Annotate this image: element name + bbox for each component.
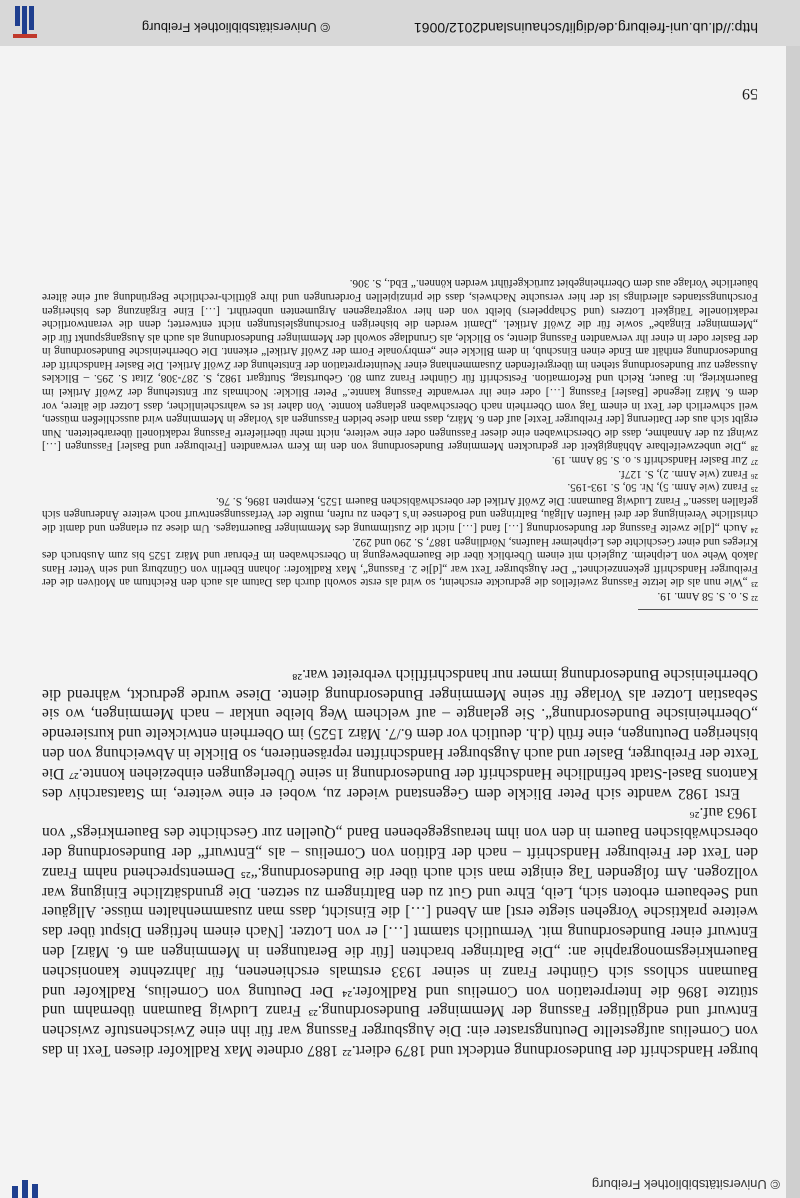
footnote: ²² S. o. S. 58 Anm. 19. [657,590,758,602]
footnote-rule [638,609,758,610]
footnote: ²⁷ Zur Basler Handschrift s. o. S. 58 Anm. 19. [551,454,758,467]
footnote: ²⁴ Auch „[d]ie zweite Fassung der Bundesordnung […] fand […] nicht die Zustimmung des Memminger Bauerntages. Um diese zu erlangen und damit die christliche Vereinigung der drei Haufen Allgäu, Baltringen und Bodensee in’s Leben zu rufen, mußte der Verfassungsentwurf noch weitere Änderungen sich gefallen lassen.“ Franz Ludwig Baumann: Die Zwölf Artikel der oberschwäbischen Bauern 1525, Kempten 1896, S. 76. [42,494,758,535]
paragraph: Erst 1982 wandte sich Peter Blickle dem Gegenstand wieder zu, wobei er eine weitere, im Staatsarchiv des Kantons Basel-Stadt befindliche Handschrift der Bundesordnung in seine Überlegungen einbeziehen konnte.²⁷ Die Texte der Freiburger, Basler und auch Augsburger Handschriften repräsentieren, so Blickle in Abweichung von den bisherigen Deutungen, eine früh (d.h. deutlich vor dem 6./7. März 1525) im Oberrhein entwickelte und kursierende „Oberrheinische Bundesordnung“. Sie gelangte – auf welchem Weg bleibe unklar – nach Memmingen, wo sie Sebastian Lotzer als Vorlage für seine Memminger Bundesordnung diente. Diese wurde gedruckt, während die Oberrheinische Bundesordnung immer nur handschriftlich verbreitet war.²⁸ [42,665,758,802]
library-logo-top [10,0,40,48]
footnote: ²⁶ Franz (wie Anm. 2), S. 127f. [618,467,758,480]
library-logo-bottom [8,1176,42,1198]
copyright-notice-top: © Universitätsbibliothek Freiburg [141,20,330,35]
source-url[interactable]: http://dl.ub.uni-freiburg.de/diglit/schauinsland2012/0061 [413,20,758,36]
copyright-notice-bottom: © Universitätsbibliothek Freiburg [591,1177,780,1192]
page-number: 59 [742,85,758,102]
footnote: ²⁸ „Die unbezweifelbare Abhängigkeit der gedruckten Memminger Bundesordnung von den im Kern verwandten [Freiburger und Basler] Fassungen […] zwingt zu der Annahme, dass die Oberschwaben eine dieser Fassungen oder eine weitere, nicht mehr überlieferte Fassung redaktionell überarbeiteten. Nun ergibt sich aus der Datierung [der Freiburger Texte] auf den 6. März, dass man diese beiden Fassungen als Vorlage in Memmingen wird ausschließen müssen, weil schwerlich der Text in einem Tag vom Oberrhein nach Oberschwaben gelangen konnte. Von daher ist es wahrscheinlicher, dass Lotzer die ältere, vor dem 6. März liegende [Basler] Fassung […] oder eine ihr verwandte Fassung kannte.“ Peter Blickle: Nochmals zur Entstehung der Zwölf Artikel im Bauernkrieg, in: Bauer, Reich und Reformation. Festschrift für Günther Franz zum 80. Geburtstag, Stuttgart 1982, S. 287-308, Zitat S. 295. – Blickles Aussagen zur Bundesordnung stehen im übergreifenden Zusammenhang einer Neuinterpretation der Entstehung der Zwölf Artikel. Die Basler Handschrift der Bundesordnung enthält am Ende einen Einschub, in dem Blickle eine „embryonale Form der Zwölf Artikel“ erkennt. Die Oberrheinische Bundesordnung in der Basler oder in einer ihr verwandten Fassung diente, so Blickle, als Grundlage sowohl der Memminger Bundesordnung als auch als Ausgangspunkt für die „Memminger Eingabe“ sowie für die Zwölf Artikel. „Damit werden die bisherigen Forschungsleistungen nicht entwertet; denn die verantwortliche redaktionelle Tätigkeit Lotzers (und Schappelers) bleibt von den hier vorgetragenen Argumenten unberührt. […] Eine Ergänzung des bisherigen Forschungsstandes allerdings ist der hier versuchte Nachweis, dass die prinzipiellen Forderungen und ihre göttlich-rechtliche Begründung auf eine ältere bäuerliche Vorlage aus dem Oberrheingebiet zurückgeführt werden können.“ Ebd., S. 306. [42,277,758,453]
footnote: ²³ „Wie nun als die letzte Fassung zweifellos die gedruckte erscheint, so wird als erste sowohl durch das Datum als auch den Reichtum an Motiven die der Freiburger Handschrift gekennzeichnet.“ Der Augsburger Text war „[d]ie 2. Fassung“, Max Radlkofer: Johann Eberlin von Günzburg und sein Vetter Hans Jakob Wehe von Leipheim. Zugleich mit einem Überblick über die Bauernbewegung in Oberschwaben im Februar und März 1525 bis zum Ausbruch des Krieges und einer Geschichte des Leipheimer Haufens, Nördlingen 1887, S. 290 und 292. [42,535,758,589]
main-text [42,664,758,1060]
footnotes [42,276,758,602]
paragraph: burger Handschrift der Bundesordnung entdeckt und 1879 ediert.²² 1887 ordnete Max Radlkofer diesen Text in das von Cornelius aufgestellte Deutungsraster ein: Die Augsburger Fassung war für ihn eine Zwischenstufe zwischen Entwurf und endgültiger Fassung der Memminger Bundesordnung.²³ Franz Ludwig Baumann übernahm und stützte 1896 die Interpretation von Cornelius und Radlkofer.²⁴ Der Deutung von Cornelius, Radlkofer und Baumann schloss sich Günther Franz in seiner 1933 erstmals erschienenen, für Jahrzehnte kanonischen Bauernkriegsmonographie an: „Die Baltringer brachten [für die Beratungen in Memmingen am 6. März] den Entwurf einer Bundesordnung mit. Vermutlich stammt […] er von Lotzer. [Nach einem heftigen Disput über das weitere praktische Vorgehen siegte erst] am Abend […] die Einsicht, dass man zusammenhalten müsse. Allgäuer und Seebauern erboten sich, Leib, Ehre und Gut zu den Baltringern zu setzen. Die grundsätzliche Einigung war vollzogen. Am folgenden Tag einigte man sich auch über die Bundesordnung.“²⁵ Dementsprechend nahm Franz den Text der Freiburger Handschrift – nach der Edition von Cornelius – als „Entwurf“ der Bundesordnung der oberschwäbischen Bauern in den von ihm herausgegebenen Band „Quellen zur Geschichte des Bauernkriegs“ von 1963 auf.²⁶ [42,804,758,1059]
page-gutter [786,0,800,1198]
footnote: ²⁵ Franz (wie Anm. 5), Nr. 50, S. 193-195. [567,481,758,494]
